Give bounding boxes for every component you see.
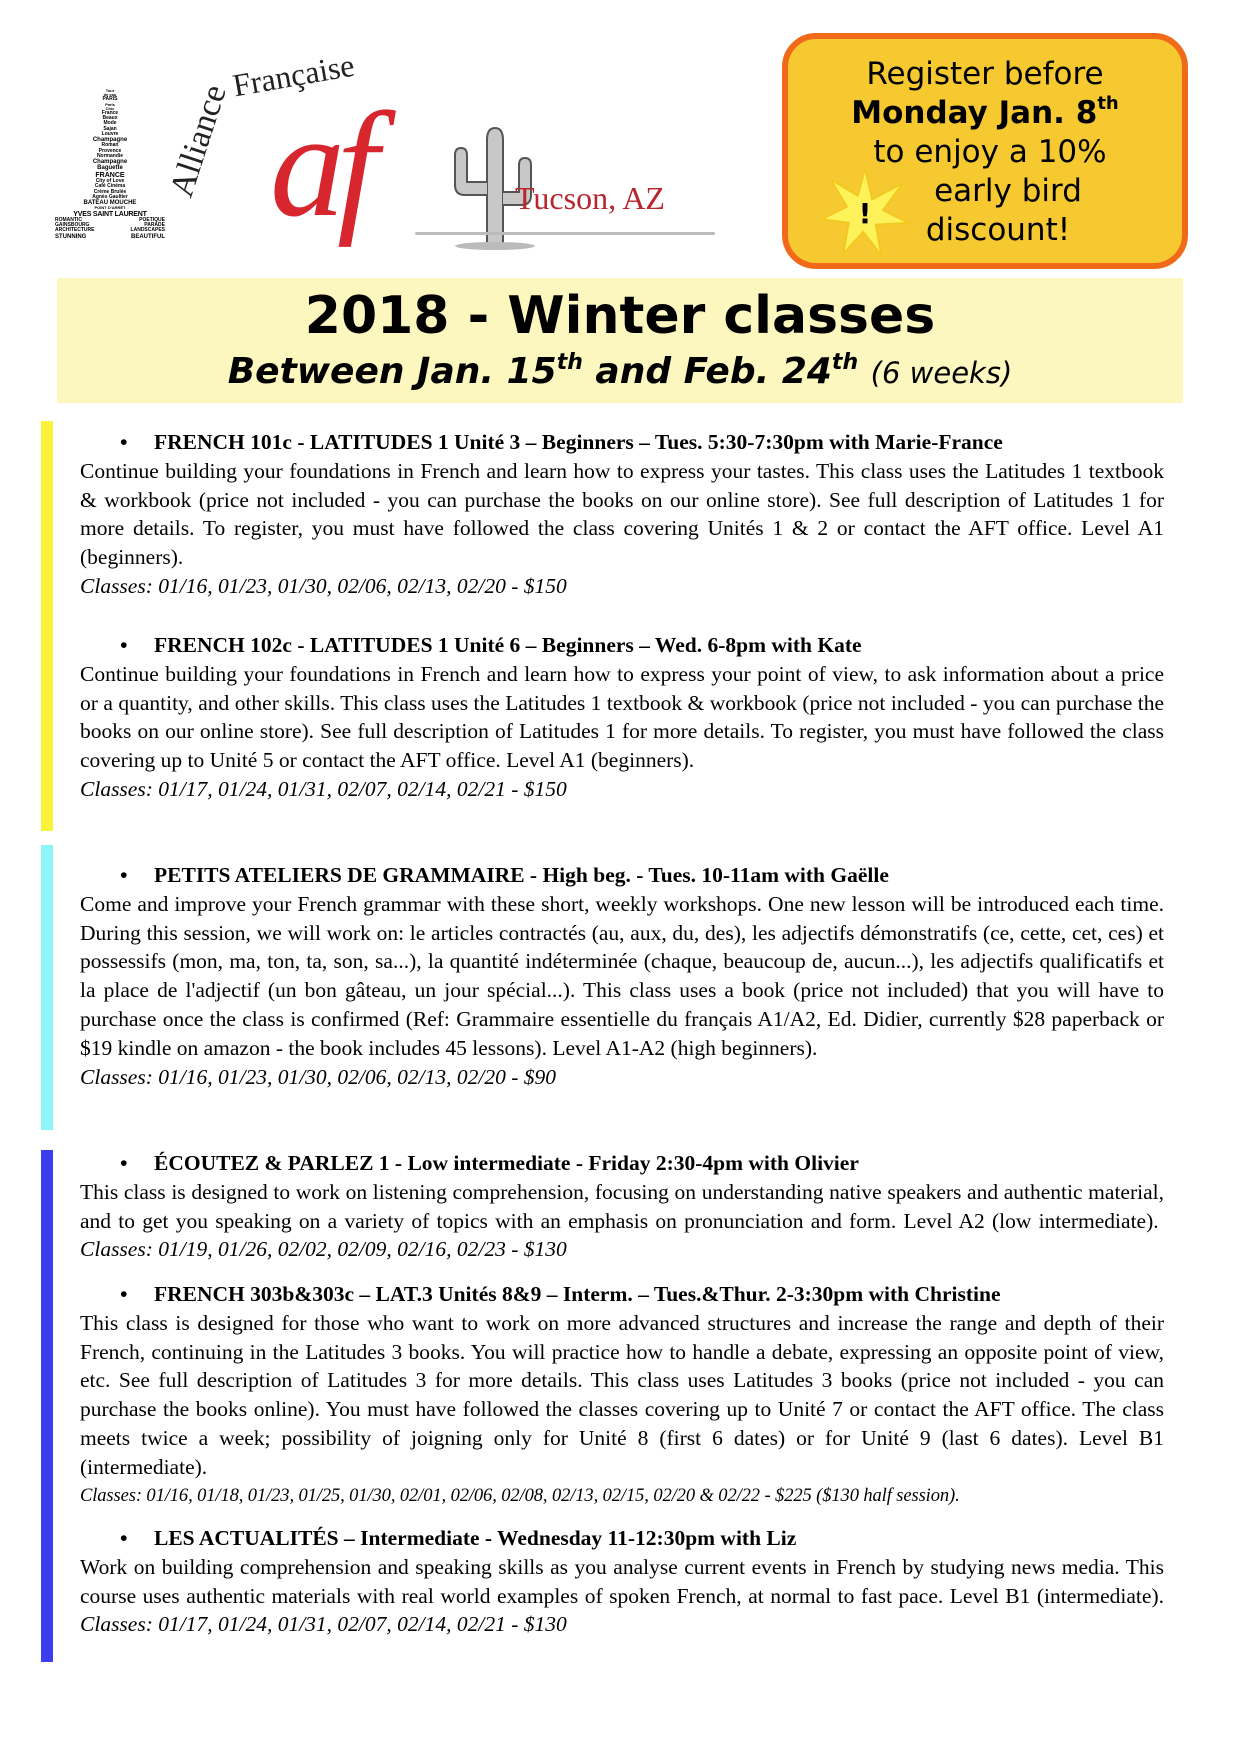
early-bird-deadline: Monday Jan. 8th <box>851 93 1119 131</box>
bullet: • <box>120 633 128 657</box>
course-heading: • FRENCH 303b&303c – LAT.3 Unités 8&9 – Interm. – Tues.&Thur. 2-3:30pm with Christine <box>80 1280 1164 1309</box>
tower-word: Champagne <box>92 137 128 144</box>
bullet: • <box>120 863 128 887</box>
tower-legs: STUNNING BEAUTIFUL <box>55 233 165 240</box>
course-heading: • PETITS ATELIERS DE GRAMMAIRE - High beg. - Tues. 10-11am with Gaëlle <box>80 861 1164 890</box>
early-bird-line: discount! <box>925 212 1071 248</box>
tower-word: City of Love <box>95 178 125 185</box>
course-description: Come and improve your French grammar with these short, weekly workshops. One new lesson will be introduced each time. During this session, we will work on: le articles contractés (au, aux, du, des), les adjectifs démonstratifs (ce, cette, cet, ces) et possessifs (mon, ma, ton, ta, son, sa...), la quantité indéterminée (chaque, beaucoup de, aucun...), les adjectifs qualificatifs et la place de l'adjectif (un bon gâteau, un jour spécial...). This class uses a book (price not included) that you will have to purchase once the class is confirmed (Ref: Grammaire essentielle du français A1/A2, Ed. Didier, currently $28 paperback or $19 kindle on amazon - the book includes 45 lessons). Level A1-A2 (high beginners). <box>80 891 1164 1060</box>
tower-legs: ARCHITECTURE LANDSCAPES <box>55 227 165 234</box>
title-band <box>57 278 1183 403</box>
course-heading: • FRENCH 102c - LATITUDES 1 Unité 6 – Beginners – Wed. 6-8pm with Kate <box>80 631 1164 660</box>
logo-underline <box>415 232 715 235</box>
tower-word: POINT D'ARRÊT <box>94 205 126 211</box>
course-les-actualites <box>80 1524 1164 1639</box>
bullet: • <box>120 430 128 454</box>
af-mark: af <box>270 82 371 248</box>
side-bar-high-beginners <box>41 845 53 1130</box>
tower-word: Café Cinéma <box>94 183 126 190</box>
course-description: This class is designed for those who want to work on more advanced structures and increase the range and depth of their French, continuing in the Latitudes 3 books. You will practice how to handle a debate, expressing an opposite point of view, etc. See full description of Latitudes 3 for more details. This class uses Latitudes 3 books (price not included - you can purchase the books online). You must have followed the classes covering up to Unité 7 or contact the AFT office. The class meets twice a week; possibility of joigning only for Unité 8 (first 6 dates) or for Unité 9 (last 6 dates). Level B1 (intermediate). <box>80 1310 1164 1479</box>
side-bar-intermediate <box>41 1150 53 1662</box>
tower-word: PARIS <box>102 96 118 103</box>
tower-word: Normandie <box>96 152 124 159</box>
location-text: Tucson, AZ <box>515 180 665 216</box>
tower-word: BATEAU MOUCHE <box>83 200 137 207</box>
course-dates: Classes: 01/16, 01/23, 01/30, 02/06, 02/13, 02/20 - $150 <box>80 573 567 598</box>
francaise-word: Française <box>230 46 357 104</box>
course-petits-ateliers <box>80 861 1164 1091</box>
early-bird-callout <box>782 33 1188 269</box>
course-heading: • LES ACTUALITÉS – Intermediate - Wednesday 11-12:30pm with Liz <box>80 1524 1164 1553</box>
course-description: This class is designed to work on listening comprehension, focusing on understanding native speakers and authentic material, and to get you speaking on a variety of topics with an emphasis on pronunciation and form. Level A2 (low intermediate). Classes: 01/19, 01/26, 02/02, 02/09, 02/16, 02/23 - $130 <box>80 1179 1164 1262</box>
tower-legs: GAINSBOURG PARADE <box>55 222 165 229</box>
tower-word: YVES SAINT LAURENT <box>73 210 147 218</box>
course-french-101c <box>80 428 1164 601</box>
session-dates: Between Jan. 15th and Feb. 24th (6 weeks) <box>227 350 1013 392</box>
session-length: (6 weeks) <box>870 356 1013 390</box>
tower-legs: ROMANTIC POETIQUE <box>55 216 165 223</box>
course-dates: Classes: 01/16, 01/23, 01/30, 02/06, 02/13, 02/20 - $90 <box>80 1064 556 1089</box>
course-dates: Classes: 01/17, 01/24, 01/31, 02/07, 02/14, 02/21 - $150 <box>80 776 567 801</box>
tower-word: Tour <box>105 87 115 93</box>
course-description: Work on building comprehension and speaking skills as you analyse current events in French by studying news media. This course uses authentic materials with real world examples of spoken French, at normal to fast pace. Level B1 (intermediate). Classes: 01/17, 01/24, 01/31, 02/07, 02/14, 02/21 - $130 <box>80 1554 1164 1637</box>
tower-word: Roman <box>101 142 119 149</box>
course-french-303 <box>80 1280 1164 1510</box>
tower-word: Crème Brulée <box>93 188 127 195</box>
tower-word: Baguette <box>97 165 123 172</box>
course-description: Continue building your foundations in French and learn how to express your point of view, to ask information about a price or a quantity, and other skills. This class uses the Latitudes 1 textbook & workbook (price not included - you can purchase the books on our online store). See full description of Latitudes 1 for more details. To register, you must have followed the class covering up to Unité 5 or contact the AFT office. Level A1 (beginners). <box>80 661 1164 773</box>
course-ecoutez-parlez <box>80 1149 1164 1264</box>
tower-word: Mode <box>103 120 117 127</box>
course-dates: Classes: 01/19, 01/26, 02/02, 02/09, 02/16, 02/23 - $130 <box>80 1237 567 1262</box>
course-dates: Classes: 01/16, 01/18, 01/23, 01/25, 01/30, 02/01, 02/06, 02/08, 02/13, 02/15, 02/20 & 02/22 - $225 ($130 half session). <box>80 1485 960 1506</box>
tower-word: Provence <box>98 147 122 154</box>
tower-word: Sajan <box>103 125 117 132</box>
tower-word: Paris <box>105 101 115 107</box>
course-description: Continue building your foundations in French and learn how to express your tastes. This class uses the Latitudes 1 textbook & workbook (price not included - you can purchase the books on our online store). See full description of Latitudes 1 for more details. To register, you must have followed the class covering Unités 1 & 2 or contact the AFT office. Level A1 (beginners). <box>80 458 1164 570</box>
exclamation-mark: ! <box>858 197 872 230</box>
course-heading: • ÉCOUTEZ & PARLEZ 1 - Low intermediate - Friday 2:30-4pm with Olivier <box>80 1149 1164 1178</box>
course-heading: • FRENCH 101c - LATITUDES 1 Unité 3 – Beginners – Tues. 5:30-7:30pm with Marie-France <box>80 428 1164 457</box>
side-bar-beginners <box>41 421 53 831</box>
bullet: • <box>120 1151 128 1175</box>
tower-word: Louvre <box>101 130 119 137</box>
course-french-102c <box>80 631 1164 804</box>
bullet: • <box>120 1282 128 1306</box>
tower-word: Agnès Gaultier <box>92 193 128 200</box>
alliance-francaise-logo <box>55 40 715 280</box>
alliance-word: Alliance <box>163 80 234 202</box>
tower-word: Beaux <box>102 115 118 122</box>
tower-word: Champagne <box>92 159 128 166</box>
tower-word: France <box>101 109 119 116</box>
eiffel-tower-word-art <box>55 40 165 240</box>
early-bird-line: Register before <box>866 56 1104 92</box>
course-dates: Classes: 01/17, 01/24, 01/31, 02/07, 02/14, 02/21 - $130 <box>80 1612 567 1637</box>
tower-word: Chic <box>105 105 115 111</box>
early-bird-line: to enjoy a 10% <box>873 134 1107 170</box>
early-bird-line: early bird <box>934 173 1082 209</box>
page-title: 2018 - Winter classes <box>304 286 936 346</box>
tower-word: de eau <box>103 92 117 98</box>
bullet: • <box>120 1526 128 1550</box>
tower-word: FRANCE <box>95 171 125 179</box>
